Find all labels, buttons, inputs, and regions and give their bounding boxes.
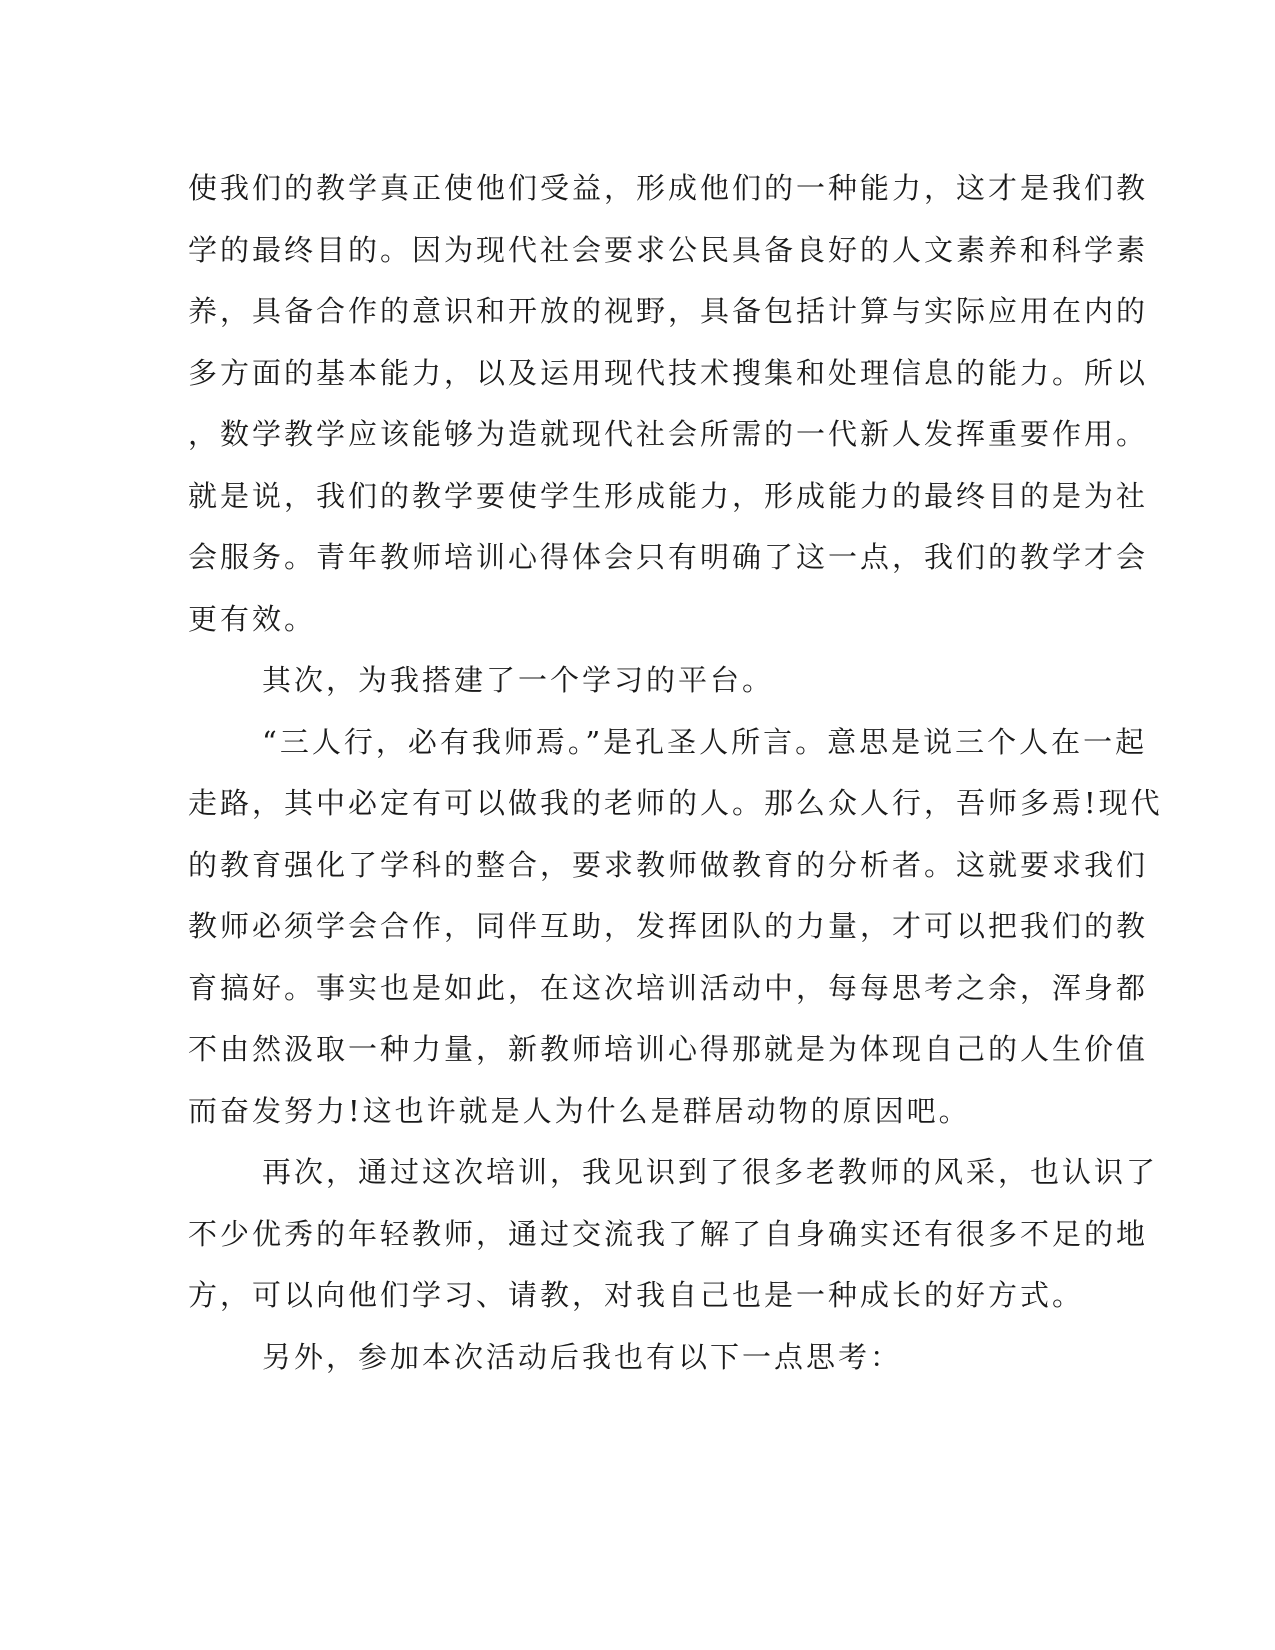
- text-line: ，数学教学应该能够为造就现代社会所需的一代新人发挥重要作用。: [188, 417, 1149, 451]
- paragraph-start-line: 其次，为我搭建了一个学习的平台。: [262, 663, 775, 697]
- text-line: 而奋发努力!这也许就是人为什么是群居动物的原因吧。: [188, 1093, 971, 1128]
- text-line: 方，可以向他们学习、请教，对我自己也是一种成长的好方式。: [188, 1278, 1085, 1312]
- text-line: 多方面的基本能力，以及运用现代技术搜集和处理信息的能力。所以: [188, 355, 1149, 390]
- paragraph-start-line: 另外，参加本次活动后我也有以下一点思考：: [262, 1339, 903, 1374]
- text-line: 不由然汲取一种力量，新教师培训心得那就是为体现自己的人生价值: [188, 1032, 1149, 1066]
- text-line: 养，具备合作的意识和开放的视野，具备包括计算与实际应用在内的: [188, 294, 1149, 328]
- text-line: 走路，其中必定有可以做我的老师的人。那么众人行，吾师多焉!现代: [188, 786, 1163, 820]
- document-body: [188, 158, 1163, 1388]
- text-line: 育搞好。事实也是如此，在这次培训活动中，每每思考之余，浑身都: [188, 970, 1149, 1005]
- text-line: 更有效。: [188, 601, 317, 636]
- text-line: 使我们的教学真正使他们受益，形成他们的一种能力，这才是我们教: [188, 171, 1149, 205]
- paragraph-start-line: 再次，通过这次培训，我见识到了很多老教师的风采，也认识了: [262, 1155, 1159, 1189]
- text-line: 不少优秀的年轻教师，通过交流我了解了自身确实还有很多不足的地: [188, 1216, 1149, 1251]
- paragraph-start-line: “三人行，必有我师焉。”是孔圣人所言。意思是说三个人在一起: [262, 724, 1148, 759]
- text-line: 学的最终目的。因为现代社会要求公民具备良好的人文素养和科学素: [188, 232, 1149, 267]
- text-line: 的教育强化了学科的整合，要求教师做教育的分析者。这就要求我们: [188, 847, 1149, 882]
- text-line: 就是说，我们的教学要使学生形成能力，形成能力的最终目的是为社: [188, 478, 1149, 513]
- text-line: 会服务。青年教师培训心得体会只有明确了这一点，我们的教学才会: [188, 540, 1149, 574]
- text-line: 教师必须学会合作，同伴互助，发挥团队的力量，才可以把我们的教: [188, 909, 1149, 943]
